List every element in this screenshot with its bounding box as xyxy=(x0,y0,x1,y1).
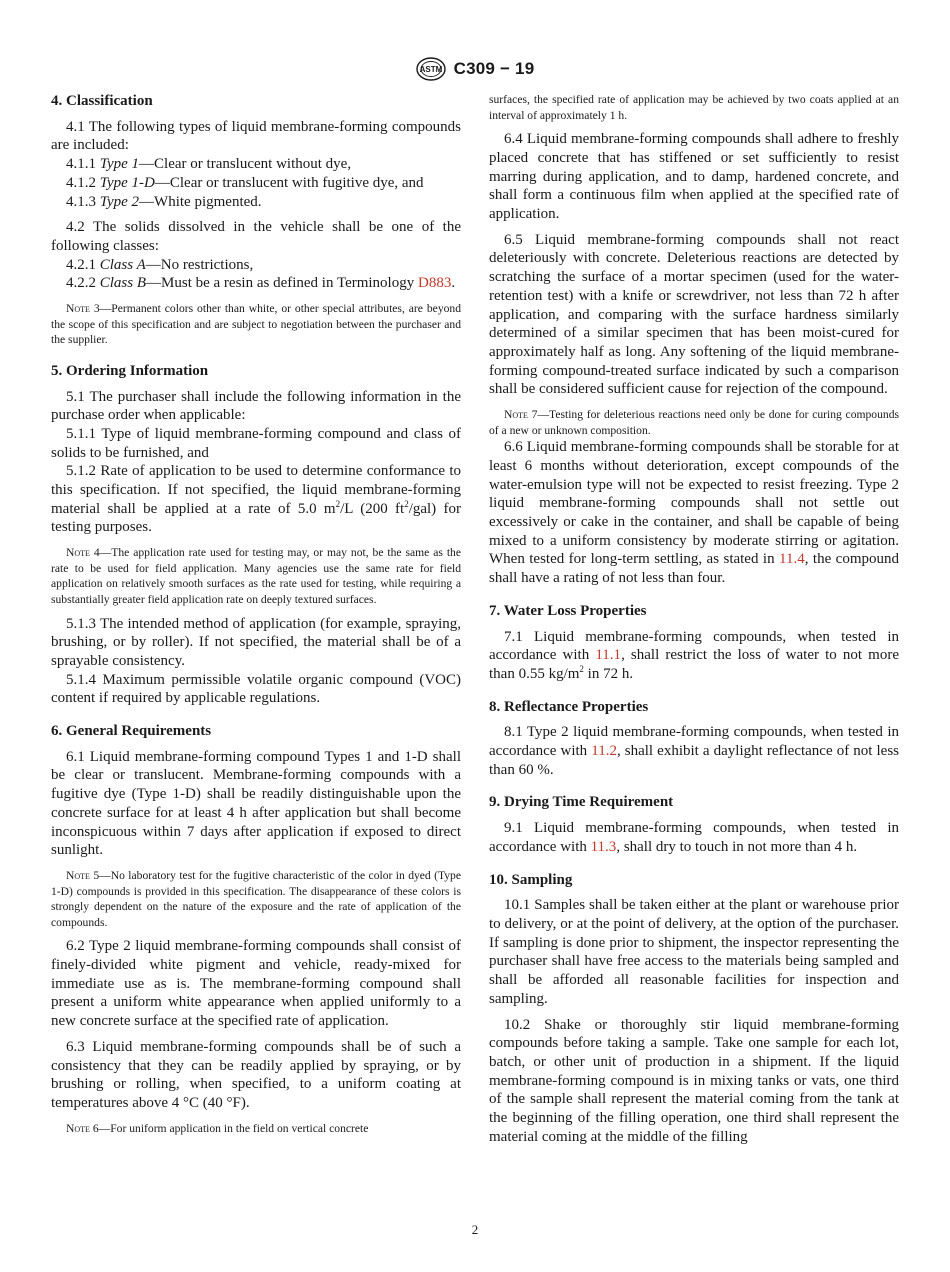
section-6-heading: 6. General Requirements xyxy=(51,723,212,740)
section-7-heading: 7. Water Loss Properties xyxy=(489,602,647,619)
note-7: Note 7—Testing for deleterious reactions need only be done for curing compounds of a new or unknown composition. xyxy=(489,408,900,437)
note-6-start: Note 6—For uniform application in the field on vertical concrete xyxy=(66,1121,369,1135)
document-designation: C309 − 19 xyxy=(453,59,535,78)
paragraph-5-1-3: 5.1.3 The intended method of application (for example, spraying, brushing, or by roller). If not specified, the material shall be of a sprayable consistency. xyxy=(51,615,461,669)
item-4-1-3: 4.1.3 Type 2—White pigmented. xyxy=(66,193,262,210)
item-4-2-1: 4.2.1 Class A—No restrictions, xyxy=(66,256,254,273)
paragraph-5-1-1: 5.1.1 Type of liquid membrane-forming compound and class of solids to be furnished, and xyxy=(51,425,461,461)
paragraph-4-1: 4.1 The following types of liquid membrane-forming compounds are included: xyxy=(51,118,461,154)
paragraph-10-1: 10.1 Samples shall be taken either at the plant or warehouse prior to delivery, or at the point of delivery, at the option of the purchaser. If sampling is done prior to shipment, the inspector representing the purchaser shall have free access to the materials being sampled and shall be afforded all reasonable facilities for inspection and sampling. xyxy=(489,897,899,1007)
link-11-3[interactable]: 11.3 xyxy=(590,838,617,855)
page-number: 2 xyxy=(471,1222,479,1237)
page-header xyxy=(0,56,950,82)
paragraph-6-6: 6.6 Liquid membrane-forming compounds shall be storable for at least 6 months without deterioration, except compounds of the water-emulsion type will not be expected to resist freezing. Type 2 liquid membrane-forming compounds shall not settle out excessively or cake in the container, and shall be capable of being mixed to a uniform consistency by moderate stirring or agitation. When tested for long-term settling, as stated in 11.4, the compound shall have a rating of not less than four. xyxy=(489,439,899,587)
paragraph-9-1: 9.1 Liquid membrane-forming compounds, when tested in accordance with 11.3, shall dry to touch in not more than 4 h. xyxy=(489,820,899,855)
link-11-2[interactable]: 11.2 xyxy=(591,743,617,760)
note-4: Note 4—The application rate used for testing may, or may not, be the same as the rate to be used for field application. Many agencies use the same rate for field application on relatively smooth surfaces as the rate used for testing, while requiring a substantially greater field application rate on deeply textured surfaces. xyxy=(51,546,462,606)
astm-logo-icon xyxy=(416,57,446,81)
item-4-1-1: 4.1.1 Type 1—Clear or translucent without dye, xyxy=(66,156,352,173)
paragraph-6-1: 6.1 Liquid membrane-forming compound Types 1 and 1-D shall be clear or translucent. Membrane-forming compounds with a fugitive dye (Type 1-D) shall be readily distinguishable upon the concrete surface for at least 4 h after application but shall become inconspicuous within 7 days after application if exposed to direct sunlight. xyxy=(51,748,461,859)
paragraph-4-2: 4.2 The solids dissolved in the vehicle shall be one of the following classes: xyxy=(51,219,461,254)
section-10-heading: 10. Sampling xyxy=(489,871,573,888)
section-4-heading: 4. Classification xyxy=(51,93,153,109)
right-column xyxy=(489,92,899,1146)
note-3: Note 3—Permanent colors other than white, or other special attributes, are beyond the scope of this specification and are subject to negotiation between the purchaser and the supplier. xyxy=(51,302,462,347)
paragraph-5-1: 5.1 The purchaser shall include the following information in the purchase order when applicable: xyxy=(51,388,461,424)
paragraph-10-2: 10.2 Shake or thoroughly stir liquid membrane-forming compounds before taking a sample. Take one sample for each lot, batch, or other unit of production in a shipment. If the liquid membrane-forming compound is in mixing tanks or vats, one third of the sample shall represent the material coming from the tank at the beginning of the filling operation, one third shall represent the material coming at the middle of the filling xyxy=(489,1016,899,1145)
paragraph-5-1-4: 5.1.4 Maximum permissible volatile organic compound (VOC) content if required by applicable regulations. xyxy=(51,671,461,707)
paragraph-6-2: 6.2 Type 2 liquid membrane-forming compounds shall consist of finely-divided white pigment and vehicle, ready-mixed for immediate use as is. The membrane-forming compound shall present a uniform white appearance when applied uniformly to a new concrete surface at the specified rate of application. xyxy=(51,938,461,1030)
section-9-heading: 9. Drying Time Requirement xyxy=(489,794,674,811)
paragraph-6-3: 6.3 Liquid membrane-forming compounds shall be of such a consistency that they can be readily applied by spraying, or by brushing or rolling, when specified, to a uniform coating at temperatures above 4 °C (40 °F). xyxy=(51,1038,461,1111)
paragraph-6-5: 6.5 Liquid membrane-forming compounds shall not react deleteriously with concrete. Deleterious reactions are detected by scratching the surface of a mortar specimen (used for the water-retention test) with a knife or screwdriver, not less than 72 h after application, and comparing with the surface hardness similarly determined of a similar specimen that has been moist-cured for approximately half as long. Any softening of the liquid membrane-forming compound-treated surface indicated by such a comparison shall be considered sufficient cause for rejection of the compound. xyxy=(489,231,899,398)
paragraph-8-1: 8.1 Type 2 liquid membrane-forming compounds, when tested in accordance with 11.2, shall exhibit a daylight reflectance of not less than 60 %. xyxy=(489,724,899,778)
paragraph-5-1-2: 5.1.2 Rate of application to be used to determine conformance to this specification. If not specified, the liquid membrane-forming material shall be applied at a rate of 5.0 $m^2/L$ (200 $ft^2/gal$) for testing purposes. xyxy=(51,463,461,536)
section-8-heading: 8. Reflectance Properties xyxy=(489,698,649,715)
note-6-continued: surfaces, the specified rate of application may be achieved by two coats applied at an interval of approximately 1 h. xyxy=(489,93,899,122)
left-column xyxy=(51,88,461,1136)
link-11-4[interactable]: 11.4 xyxy=(779,551,805,568)
link-11-1[interactable]: 11.1 xyxy=(595,647,622,664)
section-5-heading: 5. Ordering Information xyxy=(51,362,209,379)
paragraph-6-4: 6.4 Liquid membrane-forming compounds shall adhere to freshly placed concrete that has stiffened or set sufficiently to resist marring during application, and to damp, hardened concrete, and shall form a continuous film when applied at the specified rate of application. xyxy=(489,131,899,222)
item-4-1-2: 4.1.2 Type 1-D—Clear or translucent with fugitive dye, and xyxy=(66,174,424,191)
link-d883[interactable]: D883 xyxy=(417,275,452,292)
astm-logo-text: ASTM xyxy=(419,65,442,75)
paragraph-7-1: 7.1 Liquid membrane-forming compounds, when tested in accordance with 11.1, shall restrict the loss of water to not more than 0.55 $kg/m^2$ in 72 h. xyxy=(489,628,900,682)
note-5: Note 5—No laboratory test for the fugitive characteristic of the color in dyed (Type 1-D) compounds is provided in this specification. The disappearance of these colors is strongly dependent on the nature of the exposure and the rate of application of the compounds. xyxy=(51,868,462,929)
item-4-2-2: 4.2.2 Class B—Must be a resin as defined in Terminology D883. xyxy=(66,275,456,292)
